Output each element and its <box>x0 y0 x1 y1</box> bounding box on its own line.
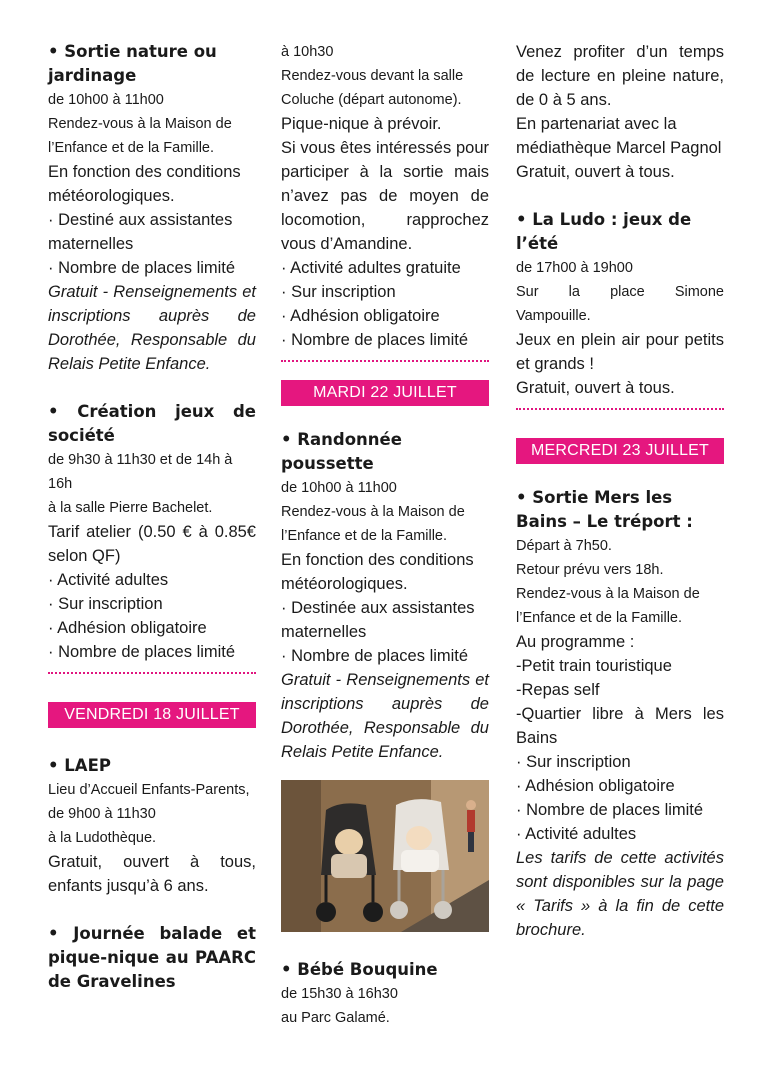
event-time: de 15h30 à 16h30 <box>281 986 398 1002</box>
event-title: • Création jeux de société <box>48 402 256 445</box>
date-banner: MERCREDI 23 JUILLET <box>516 438 724 464</box>
event-bullet: · Activité adultes <box>48 571 169 589</box>
event-desc: Venez profiter d’un temps de lecture en pleine nature, de 0 à 5 ans. <box>516 43 724 109</box>
event-bullet: · Activité adultes <box>516 825 637 843</box>
event-place: à la salle Pierre Bachelet. <box>48 500 213 516</box>
event-title: • Sortie Mers les Bains – Le tréport : <box>516 488 693 531</box>
event-bullet: · Nombre de places limité <box>281 647 469 665</box>
column-left <box>48 40 256 994</box>
event-bullet: · Activité adultes gratuite <box>281 259 461 277</box>
date-banner: MARDI 22 JUILLET <box>281 380 489 406</box>
event-bullet: · Destiné aux assistantes maternelles <box>48 211 233 253</box>
event-bullet: · Adhésion obligatoire <box>516 777 675 795</box>
event-place: Rendez-vous à la Maison de l’Enfance et de la Famille. <box>48 116 232 156</box>
event-place: Rendez-vous devant la salle Coluche (départ autonome). <box>281 68 464 108</box>
event-info: Gratuit, ouvert à tous. <box>516 379 675 397</box>
event-desc: Jeux en plein air pour petits et grands ! <box>516 331 724 373</box>
stroller-illustration <box>281 780 489 932</box>
event-bullet: · Adhésion obligatoire <box>281 307 440 325</box>
event-info: Gratuit, ouvert à tous, enfants jusqu’à 6 ans. <box>48 853 256 895</box>
event-title: • La Ludo : jeux de l’été <box>516 210 692 253</box>
event-note: Gratuit - Renseignements et inscriptions auprès de Dorothée, Responsable du Relais Petite Enfance. <box>48 283 256 373</box>
event-weather: En fonction des conditions météorologiques. <box>281 551 474 593</box>
event-place: Sur la place Simone Vampouille. <box>516 284 724 324</box>
event-title: • LAEP <box>48 756 111 775</box>
event-picnic: Pique-nique à prévoir. <box>281 115 442 133</box>
stroller-photo <box>281 780 489 932</box>
event-price: Tarif atelier (0.50 € à 0.85€ selon QF) <box>48 523 256 565</box>
event-time: de 17h00 à 19h00 <box>516 260 633 276</box>
event-title: • Randonnée poussette <box>281 430 402 473</box>
event-time: de 10h00 à 11h00 <box>48 92 164 108</box>
event-departure: Départ à 7h50. <box>516 538 612 554</box>
event-return: Retour prévu vers 18h. <box>516 562 664 578</box>
event-bullet: · Nombre de places limité <box>48 643 236 661</box>
event-note: Gratuit - Renseignements et inscriptions auprès de Dorothée, Responsable du Relais Petite Enfance. <box>281 671 489 761</box>
event-place: Rendez-vous à la Maison de l’Enfance et de la Famille. <box>281 504 465 544</box>
column-middle <box>281 40 489 1030</box>
column-right <box>516 40 724 942</box>
event-bullet: · Adhésion obligatoire <box>48 619 207 637</box>
program-item: -Quartier libre à Mers les Bains <box>516 705 724 747</box>
event-time: de 9h30 à 11h30 et de 14h à 16h <box>48 452 233 492</box>
date-banner: VENDREDI 18 JUILLET <box>48 702 256 728</box>
program-item: -Petit train touristique <box>516 657 672 675</box>
event-time: de 10h00 à 11h00 <box>281 480 397 496</box>
event-place: au Parc Galamé. <box>281 1010 390 1026</box>
event-bullet: · Nombre de places limité <box>281 331 469 349</box>
event-place: à la Ludothèque. <box>48 830 157 846</box>
event-note: Les tarifs de cette activités sont disponibles sur la page « Tarifs » à la fin de cette brochure. <box>516 849 724 939</box>
event-title: • Journée balade et pique-nique au PAARC de Gravelines <box>48 924 256 991</box>
event-partner: En partenariat avec la médiathèque Marcel Pagnol <box>516 115 722 157</box>
event-info: Gratuit, ouvert à tous. <box>516 163 675 181</box>
event-bullet: · Sur inscription <box>281 283 396 301</box>
program-heading: Au programme : <box>516 633 635 651</box>
event-desc: Lieu d’Accueil Enfants-Parents, <box>48 782 250 798</box>
event-bullet: · Sur inscription <box>516 753 631 771</box>
event-weather: En fonction des conditions météorologiques. <box>48 163 241 205</box>
event-title: • Bébé Bouquine <box>281 960 438 979</box>
event-bullet: · Nombre de places limité <box>516 801 704 819</box>
event-time: de 9h00 à 11h30 <box>48 806 156 822</box>
program-item: -Repas self <box>516 681 600 699</box>
event-place: Rendez-vous à la Maison de l’Enfance et de la Famille. <box>516 586 700 626</box>
event-bullet: · Sur inscription <box>48 595 163 613</box>
event-title: • Sortie nature ou jardinage <box>48 42 217 85</box>
event-time: à 10h30 <box>281 44 334 60</box>
event-bullet: · Nombre de places limité <box>48 259 236 277</box>
event-bullet: · Destinée aux assistantes maternelles <box>281 599 475 641</box>
event-info: Si vous êtes intéressés pour participer à la sortie mais n’avez pas de moyen de locomotion, rapprochez vous d’Amandine. <box>281 139 489 253</box>
